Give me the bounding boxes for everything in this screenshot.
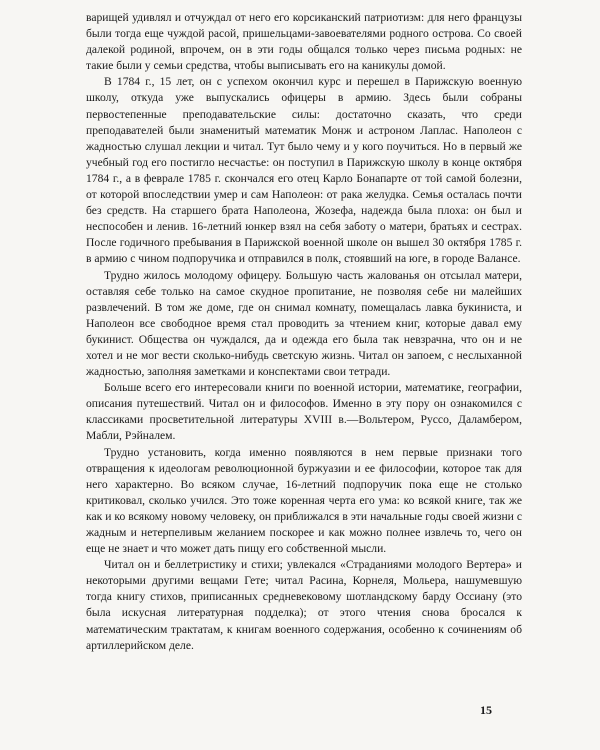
page-number: 15 (480, 703, 492, 717)
paragraph: Больше всего его интересовали книги по военной истории, математике, географии, описания путешествий. Читал он и философов. Именно в эту пору он ознакомился с классиками просветительной литературы XVIII в.—Вольтером, Руссо, Даламбером, Мабли, Рэйналем. (86, 381, 522, 443)
paragraph: В 1784 г., 15 лет, он с успехом окончил курс и перешел в Парижскую военную школу, откуда уже выпускались офицеры в армию. Здесь были собраны первостепенные преподавательские силы: достаточно сказать, что среди преподавателей были знаменитый математик Монж и астроном Лаплас. Наполеон с жадностью слушал лекции и читал. Тут было чему и у кого поучиться. Но в первый же учебный год его постигло несчастье: он поступил в Парижскую школу в конце октября 1784 г., а в феврале 1785 г. скончался его отец Карло Бонапарте от той самой болезни, от которой впоследствии умер и сам Наполеон: от рака желудка. Семья осталась почти без средств. На старшего брата Наполеона, Жозефа, надежда была плоха: он был и неспособен и ленив. 16-летний юнкер взял на себя заботу о матери, братьях и сестрах. После годичного пребывания в Парижской военной школе он вышел 30 октября 1785 г. в армию с чином подпоручика и отправился в полк, стоявший на юге, в городе Валансе. (86, 75, 522, 266)
paragraph: Трудно жилось молодому офицеру. Большую часть жалованья он отсылал матери, оставляя себе только на самое скудное пропитание, не позволяя себе ни малейших развлечений. В том же доме, где он снимал комнату, помещалась лавка букиниста, и Наполеон все свободное время стал проводить за чтением книг, которые давал ему букинист. Общества он чуждался, да и одежда его была так невзрачна, что он и не хотел и не мог вести сколько-нибудь светскую жизнь. Читал он запоем, с неслыханной жадностью, заполняя заметками и конспектами свои тетради. (86, 268, 522, 379)
paragraph: Трудно установить, когда именно появляются в нем первые признаки того отвращения к идеологам революционной буржуазии и ее философии, которое так для него характерно. Во всяком случае, 16-летний подпоручик пока еще не столько критиковал, сколько учился. Это тоже коренная черта его ума: ко всякой книге, так же как и ко всякому новому человеку, он приближался в эти начальные годы своей жизни с жадным и нетерпеливым желанием поскорее и как можно полнее извлечь то, чего он еще не знает и что может дать пищу его собственной мысли. (86, 445, 522, 556)
paragraph: Читал он и беллетристику и стихи; увлекался «Страданиями молодого Вертера» и некоторыми другими вещами Гете; читал Расина, Корнеля, Мольера, нашумевшую тогда книгу стихов, приписанных средневековому шотландскому барду Оссиану (это была искусная литературная подделка); от этого чтения снова бросался к математическим трактатам, к книгам военного содержания, особенно к сочинениям об артиллерийском деле. (86, 558, 522, 652)
body-text (86, 10, 522, 654)
paragraph-continued: варищей удивлял и отчуждал от него его корсиканский патриотизм: для него французы были тогда еще чуждой расой, пришельцами-завоевателями родного острова. Со своей далекой родиной, впрочем, он в эти годы общался только через письма родных: не такие были у семьи средства, чтобы выписывать его на каникулы домой. (86, 11, 522, 73)
